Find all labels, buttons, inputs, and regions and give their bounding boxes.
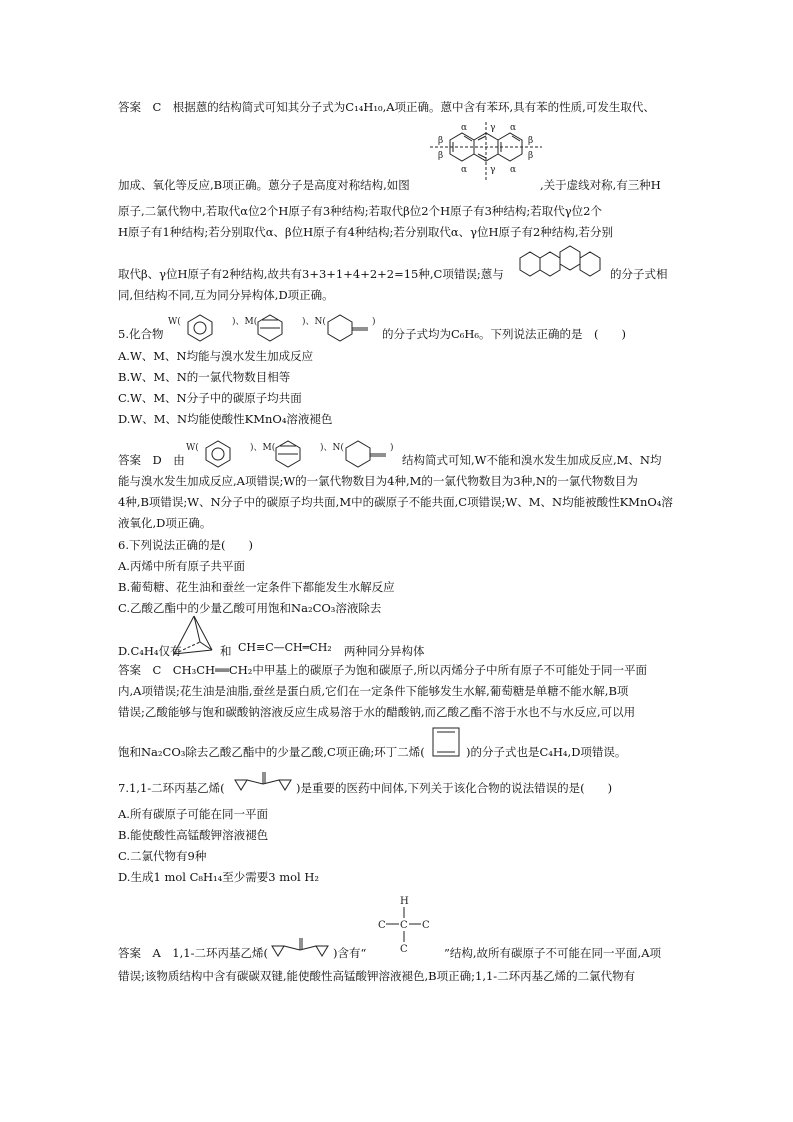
svg-text:)、M(: )、M(	[232, 317, 258, 327]
label-alpha: α	[510, 123, 517, 133]
text-line: 内,A项错误;花生油是油脂,蚕丝是蛋白质,它们在一定条件下能够发生水解,葡萄糖是单糖不能水解,B项	[118, 684, 629, 698]
text-line: 能与溴水发生加成反应,A项错误;W的一氯代物数目为4种,M的一氯代物数目为3种,N的一氯代物数目为	[118, 474, 638, 488]
option-c: C.W、M、N分子中的碳原子均共面	[118, 391, 302, 405]
text-line: 答案 C 根据蒽的结构简式可知其分子式为C₁₄H₁₀,A项正确。蒽中含有苯环,具有苯的性质,可发生取代、	[118, 100, 655, 114]
option-a: A.丙烯中所有原子共平面	[118, 559, 245, 573]
svg-text:): )	[372, 317, 376, 327]
option-a: A.所有碳原子可能在同一平面	[118, 807, 268, 821]
answer-7: 答案 A 1,1-二环丙基乙烯(	[118, 946, 268, 960]
tetrahedral-carbon-figure	[376, 894, 436, 956]
svg-text:W(: W(	[168, 317, 181, 327]
text-line: 错误;该物质结构中含有碳碳双键,能使酸性高锰酸钾溶液褪色,B项正确;1,1-二环丙基乙烯的二氯代物有	[118, 969, 636, 983]
svg-text:): )	[390, 443, 394, 453]
svg-text:C: C	[400, 944, 408, 955]
text-line: H原子有1种结构;若分别取代α、β位H原子有4种结构;若分别取代α、γ位H原子有2种结构,若分别	[118, 225, 613, 239]
label-beta: β	[528, 151, 534, 161]
svg-text:)、M(: )、M(	[250, 443, 276, 453]
text-line: ,关于虚线对称,有三种H	[540, 178, 661, 192]
dicyclopropylethylene-figure	[270, 936, 332, 960]
text-line: 同,但结构不同,互为同分异构体,D项正确。	[118, 288, 334, 302]
cyclobutadiene-figure	[429, 724, 463, 760]
answer-7-mid: )含有“	[333, 946, 367, 960]
text-line: 取代β、γ位H原子有2种结构,故共有3+3+1+4+2+2=15种,C项错误;蒽与	[118, 267, 504, 281]
text-line: )的分子式也是C₄H₄,D项错误。	[466, 745, 627, 759]
svg-text:C: C	[378, 920, 386, 931]
svg-text:)、N(: )、N(	[302, 317, 326, 327]
question-5: 5.化合物	[118, 327, 164, 341]
option-d: D.W、M、N均能使酸性KMnO₄溶液褪色	[118, 412, 333, 426]
label-beta: β	[438, 136, 444, 146]
label-gamma: γ	[490, 123, 496, 133]
text-line: 4种,B项错误;W、N分子中的碳原子均共面,M中的碳原子不能共面,C项错误;W、M、N均能被酸性KMnO₄溶	[118, 495, 673, 509]
option-a: A.W、M、N均能与溴水发生加成反应	[118, 349, 314, 363]
svg-text:C: C	[422, 920, 430, 931]
label-beta: β	[438, 151, 444, 161]
option-d-and: 和	[220, 644, 232, 658]
text-line: 的分子式相	[610, 267, 668, 281]
answer-7-tail: ”结构,故所有碳原子不可能在同一平面,A项	[444, 946, 661, 960]
answer-5: 答案 D 由	[118, 453, 185, 467]
phenanthrene-figure	[516, 242, 608, 282]
option-c: C.乙酸乙酯中的少量乙酸可用饱和Na₂CO₃溶液除去	[118, 601, 382, 615]
option-d: D.C₄H₄仅有	[118, 644, 182, 658]
text-line: 错误;乙酸能够与饱和碳酸钠溶液反应生成易溶于水的醋酸钠,而乙酸乙酯不溶于水也不与水反应,可以用	[118, 705, 636, 719]
svg-text:W(: W(	[186, 443, 199, 453]
svg-text:C: C	[400, 920, 408, 931]
answer-5-text: 结构简式可知,W不能和溴水发生加成反应,M、N均	[402, 453, 662, 467]
svg-text:)、N(: )、N(	[320, 443, 344, 453]
label-beta: β	[528, 136, 534, 146]
question-7: 7.1,1-二环丙基乙烯(	[118, 781, 225, 795]
question-5-stem: 的分子式均为C₆H₆。下列说法正确的是 ( )	[382, 327, 627, 341]
option-c: C.二氯代物有9种	[118, 849, 207, 863]
wmn-structures	[186, 436, 398, 472]
label-alpha: α	[510, 165, 517, 175]
option-b: B.W、M、N的一氯代物数目相等	[118, 370, 291, 384]
svg-text:H: H	[400, 896, 409, 907]
label-alpha: α	[461, 123, 468, 133]
answer-6: 答案 C CH₃CH══CH₂中甲基上的碳原子为饱和碳原子,所以丙烯分子中所有原子不可能处于同一平面	[118, 663, 648, 677]
label-gamma: γ	[490, 165, 496, 175]
option-d-tail: 两种同分异构体	[344, 644, 425, 658]
tetrahedrane-figure	[170, 614, 218, 660]
option-d: D.生成1 mol C₈H₁₄至少需要3 mol H₂	[118, 870, 320, 884]
dicyclopropylethylene-figure	[233, 770, 295, 794]
text-line: 液氧化,D项正确。	[118, 516, 212, 530]
wmn-structures	[168, 310, 380, 346]
label-alpha: α	[461, 165, 468, 175]
text-line: 加成、氧化等反应,B项正确。蒽分子是高度对称结构,如图	[118, 178, 410, 192]
option-b: B.葡萄糖、花生油和蚕丝一定条件下都能发生水解反应	[118, 580, 395, 594]
text-line: 原子,二氯代物中,若取代α位2个H原子有3种结构;若取代β位2个H原子有3种结构;若取代γ位2个	[118, 204, 602, 218]
vinylacetylene-formula: CH≡C—CH═CH₂	[238, 641, 332, 654]
text-line: 饱和Na₂CO₃除去乙酸乙酯中的少量乙酸,C项正确;环丁二烯(	[118, 745, 425, 759]
question-6: 6.下列说法正确的是( )	[118, 538, 253, 552]
anthracene-figure	[428, 120, 548, 186]
option-b: B.能使酸性高锰酸钾溶液褪色	[118, 828, 269, 842]
question-7-stem: )是重要的医药中间体,下列关于该化合物的说法错误的是( )	[296, 781, 613, 795]
